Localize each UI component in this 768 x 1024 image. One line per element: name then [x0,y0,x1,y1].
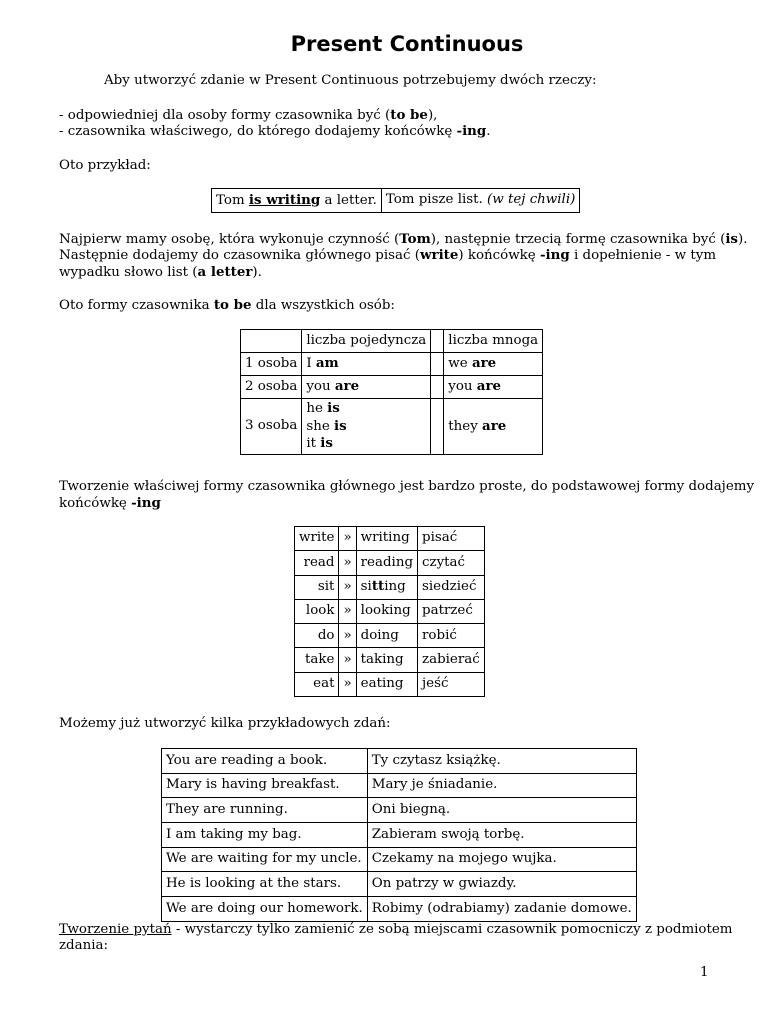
example-polish: Tom pisze list. (w tej chwili) [381,189,580,213]
example-table [211,188,580,213]
table-row: sit » sitting siedzieć [295,575,485,599]
singular-form: I am [302,353,431,376]
example-heading: Oto przykład: [59,158,151,173]
page-title: Present Continuous [290,32,524,56]
table-row: He is looking at the stars. On patrzy w gwiazdy. [162,872,637,897]
table-row: They are running. Oni biegną. [162,798,637,823]
table-row: take » taking zabierać [295,648,485,672]
sentences-heading: Możemy już utworzyć kilka przykładowych zdań: [59,716,391,731]
table-row: do » doing robić [295,624,485,648]
person-label: 3 osoba [241,399,302,455]
explanation-line-1: Najpierw mamy osobę, która wykonuje czynność (Tom), następnie trzecią formę czasownika być (is). [59,231,748,247]
table-row: Mary is having breakfast. Mary je śniadanie. [162,773,637,798]
page-number: 1 [700,965,709,980]
requirement-2: - czasownika właściwego, do którego dodajemy końcówkę -ing. [59,123,491,139]
table-row [241,330,543,353]
person-label: 2 osoba [241,376,302,399]
table-row [241,353,543,376]
header-plural: liczba mnoga [444,330,543,353]
table-row: I am taking my bag. Zabieram swoją torbę. [162,823,637,848]
questions-line-1: Tworzenie pytań - wystarczy tylko zamienić ze sobą miejscami czasownik pomocniczy z podmiotem [59,922,733,937]
person-label: 1 osoba [241,353,302,376]
header-singular: liczba pojedyncza [302,330,431,353]
plural-form: they are [444,399,543,455]
table-row: write » writing pisać [295,527,485,551]
table-row: We are waiting for my uncle. Czekamy na mojego wujka. [162,847,637,872]
questions-line-2: zdania: [59,938,109,953]
plural-form: we are [444,353,543,376]
table-row: look » looking patrzeć [295,599,485,623]
table-row: eat » eating jeść [295,672,485,696]
example-english: Tom is writing a letter. [212,189,382,213]
to-be-table [240,329,543,455]
sentences-table [161,748,637,922]
requirement-1: - odpowiedniej dla osoby formy czasownika być (to be), [59,107,438,123]
table-row: read » reading czytać [295,551,485,575]
ing-text-line-2: końcówkę -ing [59,495,161,511]
tobe-heading: Oto formy czasownika to be dla wszystkich osób: [59,297,395,313]
ing-text-line-1: Tworzenie właściwej formy czasownika głównego jest bardzo proste, do podstawowej formy dodajemy [59,479,755,494]
table-row: You are reading a book. Ty czytasz książkę. [162,749,637,774]
singular-form: he is she is it is [302,399,431,455]
intro-text: Aby utworzyć zdanie w Present Continuous potrzebujemy dwóch rzeczy: [104,73,597,88]
table-row [241,376,543,399]
table-row [212,189,580,213]
ing-table [294,526,485,697]
table-row [241,399,543,455]
table-row: We are doing our homework. Robimy (odrabiamy) zadanie domowe. [162,897,637,922]
explanation-line-3: wypadku słowo list (a letter). [59,264,262,280]
explanation-line-2: Następnie dodajemy do czasownika głównego pisać (write) końcówkę -ing i dopełnienie - w tym [59,247,717,263]
plural-form: you are [444,376,543,399]
singular-form: you are [302,376,431,399]
